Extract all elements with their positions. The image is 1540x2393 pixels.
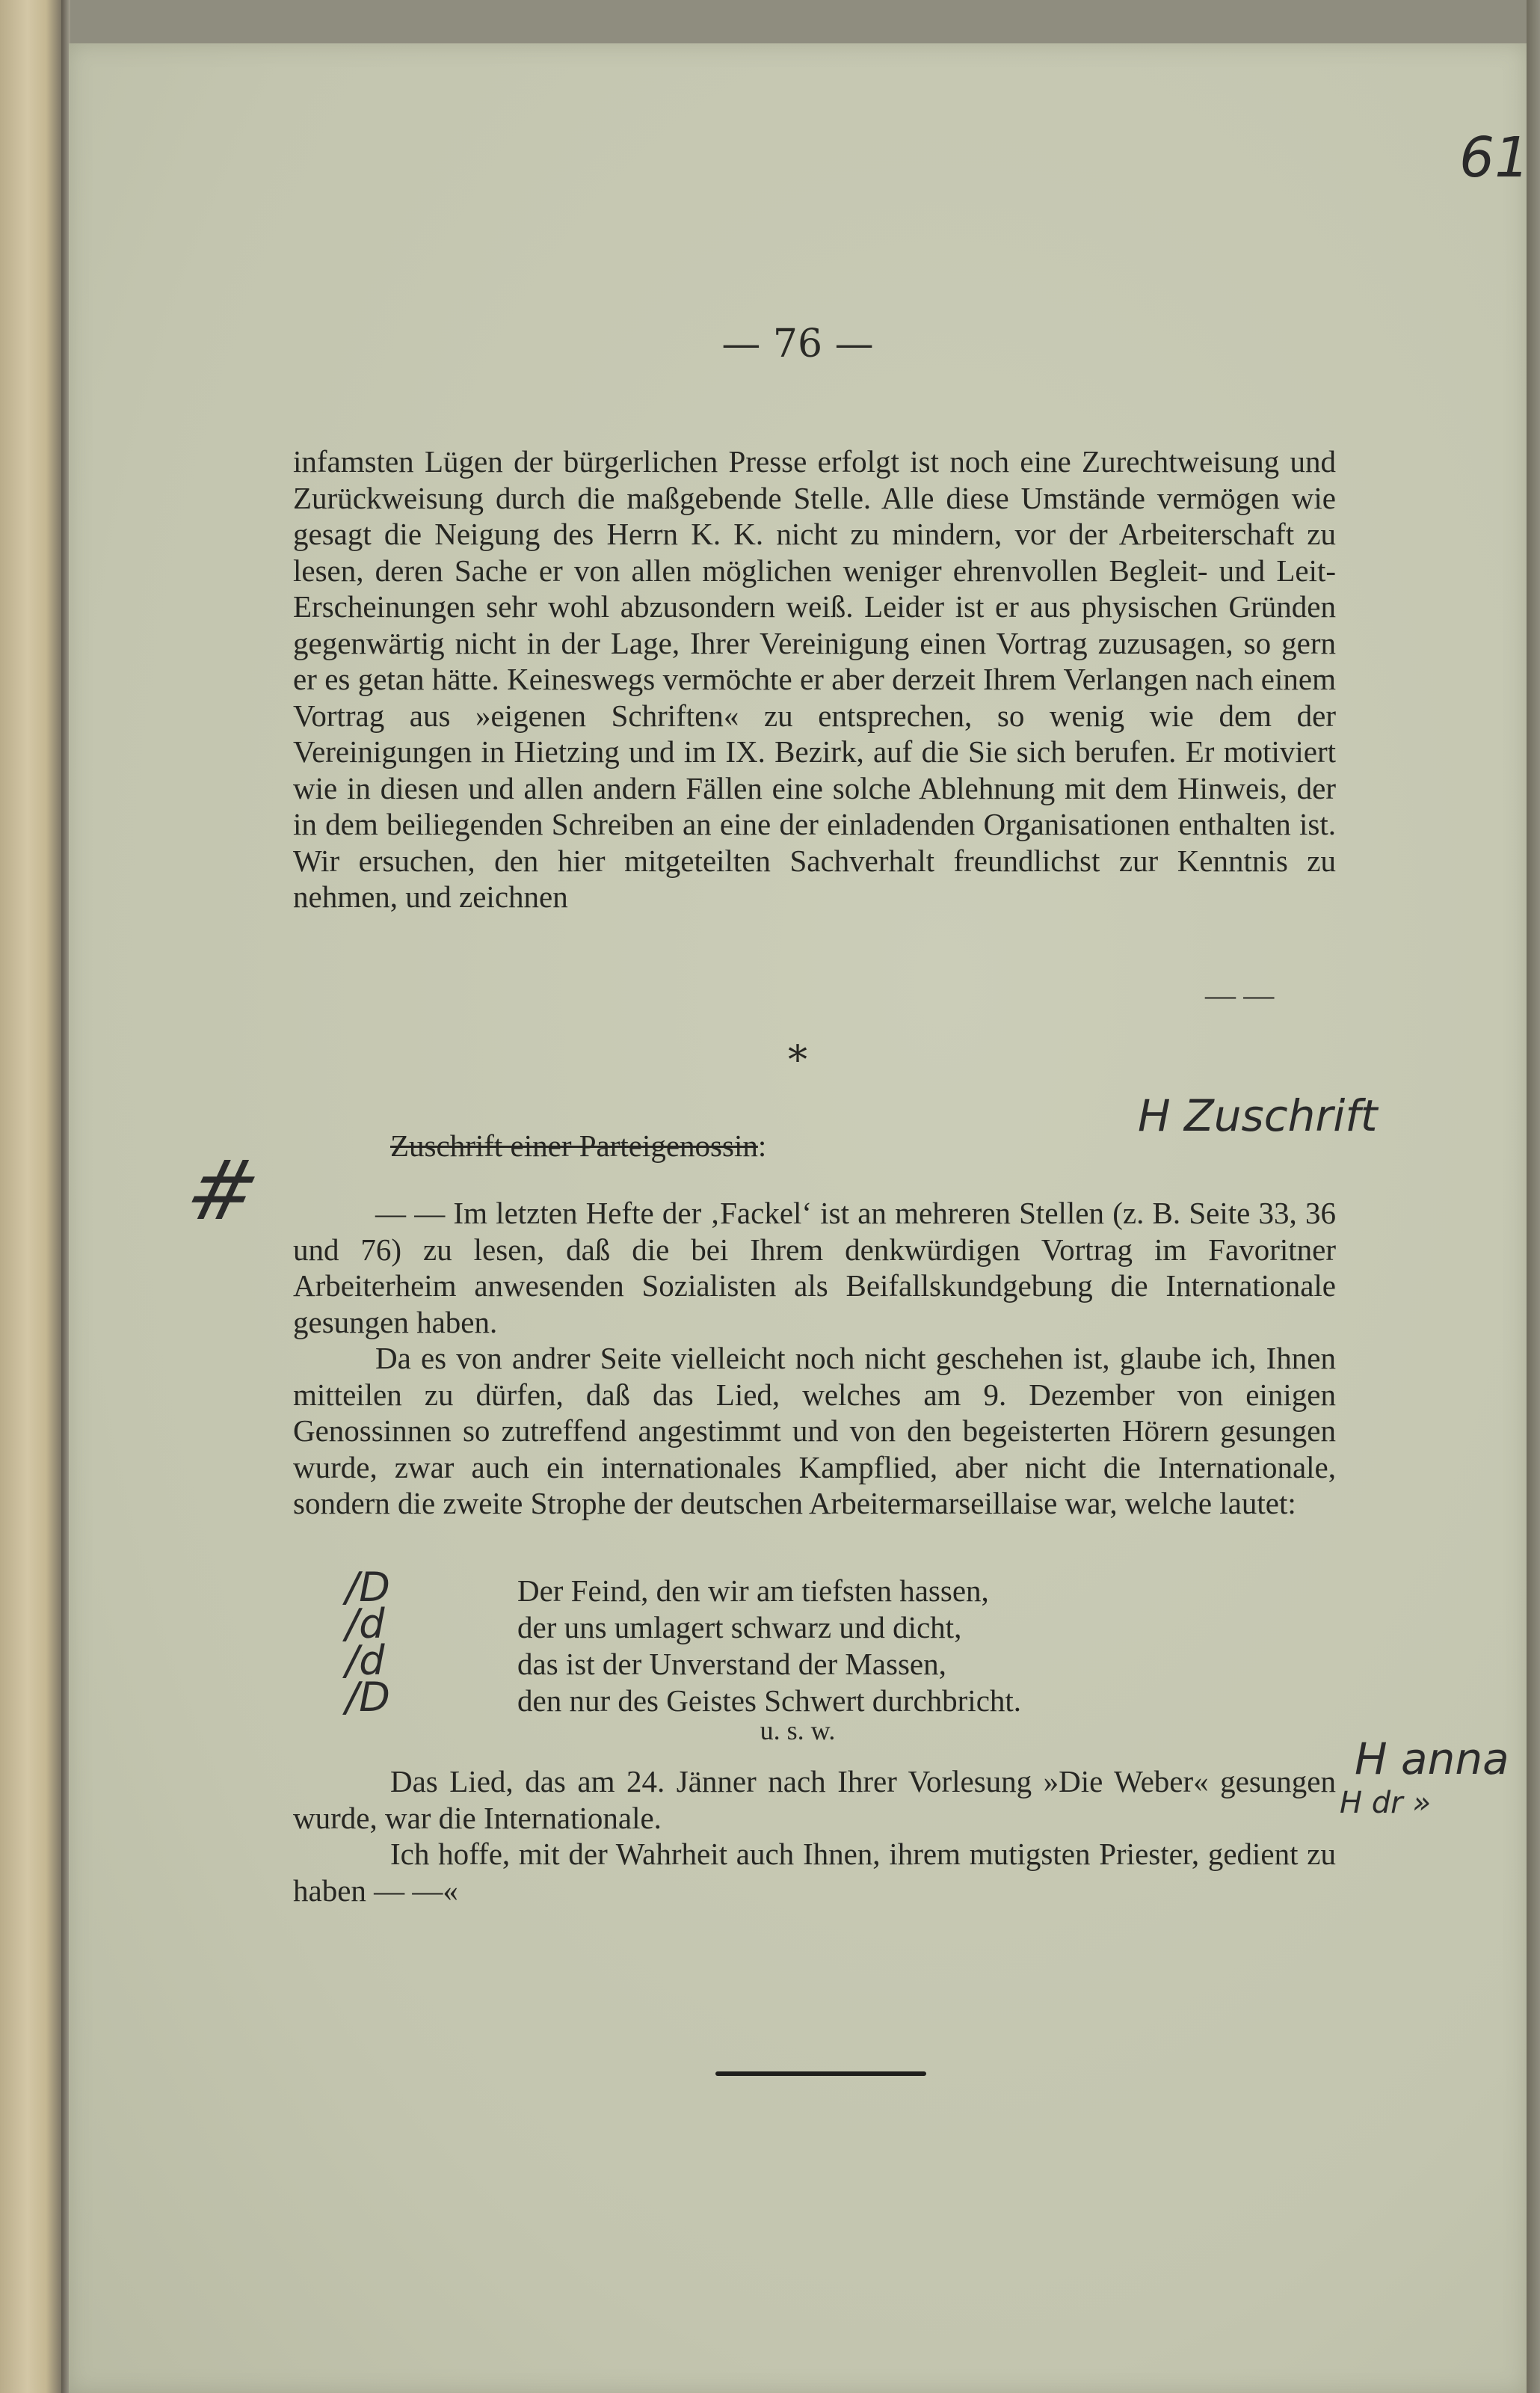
heading-colon: : (757, 1128, 767, 1163)
book-binding (0, 0, 61, 2393)
letter-closing (293, 1763, 1336, 1908)
usw-abbreviation: u. s. w. (760, 1715, 836, 1745)
poem-mark: /d (345, 1637, 385, 1684)
handwritten-annotation-hanna: H anna (1355, 1733, 1509, 1784)
paragraph-1: infamsten Lügen der bürgerlichen Presse erfolgt ist noch eine Zurechtweisung und Zurückweisung durch die maßgebende Stelle. Alle diese Umstände vermögen wie gesagt die Neigung des Herrn K. K. nicht zu mindern, vor der Arbeiterschaft zu lesen, deren Sache er von allen möglichen weniger ehrenvollen Begleit- und Leit-Erscheinungen sehr wohl abzusondern weiß. Leider ist er aus physischen Gründen gegenwärtig nicht in der Lage, Ihrer Vereinigung einen Vortrag zuzusagen, so gern er es getan hätte. Keineswegs vermöchte er aber derzeit Ihrem Verlangen nach einem Vortrag aus »eigenen Schriften« zu entsprechen, so wenig wie dem der Vereinigungen in Hietzing und im IX. Bezirk, auf die Sie sich berufen. Er motiviert wie in diesen und allen andern Fällen eine solche Ablehnung mit dem Hinweis, der in dem beiliegenden Schreiben an eine der einladenden Organisationen enthalten ist. Wir ersuchen, den hier mitgeteilten Sachverhalt freundlichst zur Kenntnis zu nehmen, und zeichnen (293, 444, 1336, 914)
poem-line: Der Feind, den wir am tiefsten hassen, (517, 1573, 989, 1608)
poem-mark: /D (345, 1674, 390, 1721)
poem-verse (517, 1573, 1021, 1719)
handwritten-annotation-top: H Zuschrift (1138, 1090, 1378, 1141)
poem-mark: /D (345, 1564, 390, 1611)
paragraph-1-dashes: — — (1205, 977, 1275, 1012)
poem-handwritten-marks (345, 1564, 390, 1721)
paragraph-2a: — — Im letzten Hefte der ‚Fackel‘ ist an mehreren Stellen (z. B. Seite 33, 36 und 76) zu lesen, daß die bei Ihrem denkwürdigen Vortrag im Favoritner Arbeiterheim anwesenden Sozialisten als Beifallskundgebung die Internationale gesungen haben. (293, 1196, 1336, 1339)
poem-line: den nur des Geistes Schwert durchbricht. (517, 1683, 1022, 1718)
poem-mark: /d (345, 1600, 385, 1647)
struck-heading (390, 1128, 766, 1164)
handwritten-mark-left: # (178, 1143, 268, 1238)
poem-line: das ist der Unverstand der Massen, (517, 1647, 946, 1681)
handwritten-annotation-hanna-2: H dr » (1340, 1786, 1432, 1820)
poem-line: der uns umlagert schwarz und dicht, (517, 1610, 962, 1644)
handwritten-folio-number: 61 (1459, 126, 1530, 190)
section-asterisk: * (788, 1038, 807, 1083)
page-number: — 76 — (721, 322, 874, 366)
document-page (69, 43, 1530, 2393)
paragraph-2b: Da es von andrer Seite vielleicht noch nicht geschehen ist, glaube ich, Ihnen mitteilen zu dürfen, daß das Lied, welches am 9. Dezember von einigen Genossinnen so zutreffend angestimmt und von den begeisterten Hörern gesungen wurde, zwar auch ein internationales Kampflied, aber nicht die Internationale, sondern die zweite Strophe der deutschen Arbeitermarseillaise war, welche lautet: (293, 1341, 1336, 1520)
end-rule (715, 2071, 926, 2076)
page-edge (1527, 0, 1540, 2393)
paragraph-3b: Ich hoffe, mit der Wahrheit auch Ihnen, ihrem mutigsten Priester, gedient zu haben — —« (293, 1837, 1336, 1908)
heading-struck-text: Zuschrift einer Parteigenossin (390, 1128, 758, 1163)
paragraph-3a: Das Lied, das am 24. Jänner nach Ihrer Vorlesung »Die Weber« gesungen wurde, war die Internationale. (293, 1764, 1336, 1835)
letter-body (293, 1195, 1336, 1522)
